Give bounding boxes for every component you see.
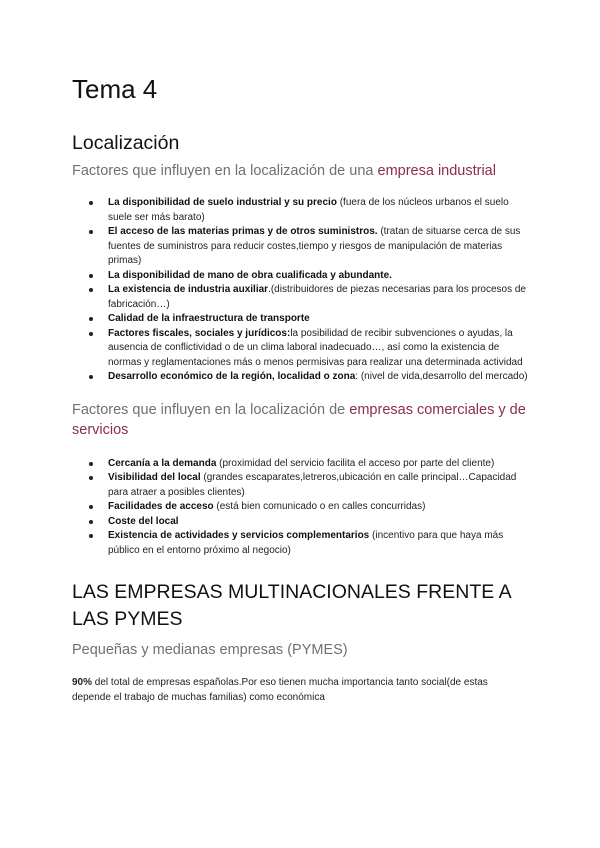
list-item-text: : (nivel de vida,desarrollo del mercado): [355, 371, 528, 382]
subheading-industrial-prefix: Factores que influyen en la localización de una: [72, 163, 378, 179]
list-item-bold: Existencia de actividades y servicios complementarios: [108, 530, 370, 541]
list-item: [72, 529, 528, 558]
subheading-industrial: [72, 161, 528, 181]
subheading-comercial-prefix: Factores que influyen en la localización de: [72, 401, 350, 418]
list-item: [72, 312, 528, 327]
bullet-icon: [89, 288, 93, 292]
list-item-text: (fuera de los núcleos urbanos el suelo suele ser más barato): [108, 197, 509, 223]
bullet-icon: [89, 317, 93, 321]
subheading-comercial-accent: empresas comerciales y de servicios: [72, 401, 526, 438]
section-heading-multinacionales: LAS EMPRESAS MULTINACIONALES FRENTE A LAS PYMES: [72, 581, 511, 630]
section-heading-localizacion: Localización: [72, 132, 180, 154]
list-item: [72, 327, 528, 371]
list-item: [72, 370, 528, 385]
list-item-bold: Facilidades de acceso: [108, 501, 214, 512]
list-item: [72, 500, 528, 515]
list-item: [72, 225, 528, 269]
bullet-icon: [89, 332, 93, 336]
list-item-bold: La disponibilidad de suelo industrial y su precio: [108, 197, 337, 208]
commercial-factors-list: [72, 457, 528, 559]
list-item-bold: El acceso de las materias primas y de otros suministros.: [108, 226, 378, 237]
bullet-icon: [89, 230, 93, 234]
list-item-text: .(distribuidores de piezas necesarias para los procesos de fabricación…): [108, 284, 526, 310]
bullet-icon: [89, 201, 93, 205]
bullet-icon: [89, 375, 93, 379]
bullet-icon: [89, 520, 93, 524]
list-item: [72, 457, 528, 472]
page-title: Tema 4: [72, 74, 158, 104]
list-item-bold: Calidad de la infraestructura de transporte: [108, 313, 310, 324]
list-item: [72, 471, 528, 500]
list-item-bold: Cercanía a la demanda: [108, 457, 217, 469]
bullet-icon: [89, 462, 93, 466]
list-item-text: (tratan de situarse cerca de sus fuentes de suministros para reducir costes,tiempo y riesgos de manipulación de materias primas): [108, 226, 521, 266]
list-item: [72, 196, 528, 225]
bullet-icon: [89, 274, 93, 278]
subheading-pymes: Pequeñas y medianas empresas (PYMES): [72, 642, 348, 658]
subheading-comercial: [72, 400, 528, 440]
list-item-bold: La disponibilidad de mano de obra cualificada y abundante.: [108, 269, 392, 281]
list-item-bold: Coste del local: [108, 515, 179, 527]
industrial-factors-list: [72, 196, 528, 385]
list-item-text: la posibilidad de recibir subvenciones o ayudas, la ausencia de conflictividad o de un clima laboral inadecuado…, así como la existencia de normas y reglamentaciones más o menos permisivas para realizar una determinada actividad: [108, 327, 523, 368]
bullet-icon: [89, 534, 93, 538]
list-item-text: (proximidad del servicio facilita el acceso por parte del cliente): [216, 457, 495, 469]
list-item: [72, 515, 528, 530]
list-item-bold: La existencia de industria auxiliar: [108, 284, 269, 295]
pymes-paragraph: [72, 676, 528, 705]
subheading-industrial-accent: empresa industrial: [377, 163, 496, 179]
list-item-text: (está bien comunicado o en calles concurridas): [213, 501, 426, 512]
list-item-bold: Factores fiscales, sociales y jurídicos:: [108, 327, 291, 339]
list-item-bold: Visibilidad del local: [108, 472, 201, 483]
pymes-percentage: 90%: [72, 677, 93, 688]
list-item-bold: Desarrollo económico de la región, localidad o zona: [108, 371, 356, 382]
bullet-icon: [89, 505, 93, 509]
document-content: [72, 74, 528, 705]
bullet-icon: [89, 476, 93, 480]
list-item: [72, 283, 528, 312]
list-item: [72, 269, 528, 284]
list-item-text: (incentivo para que haya más público en el entorno próximo al negocio): [108, 530, 504, 556]
pymes-paragraph-text: del total de empresas españolas.Por eso tienen mucha importancia tanto social(de estas depende el trabajo de muchas familias) como económica: [72, 677, 488, 703]
list-item-text: (grandes escaparates,letreros,ubicación en calle principal…Capacidad para atraer a posibles clientes): [108, 472, 517, 498]
